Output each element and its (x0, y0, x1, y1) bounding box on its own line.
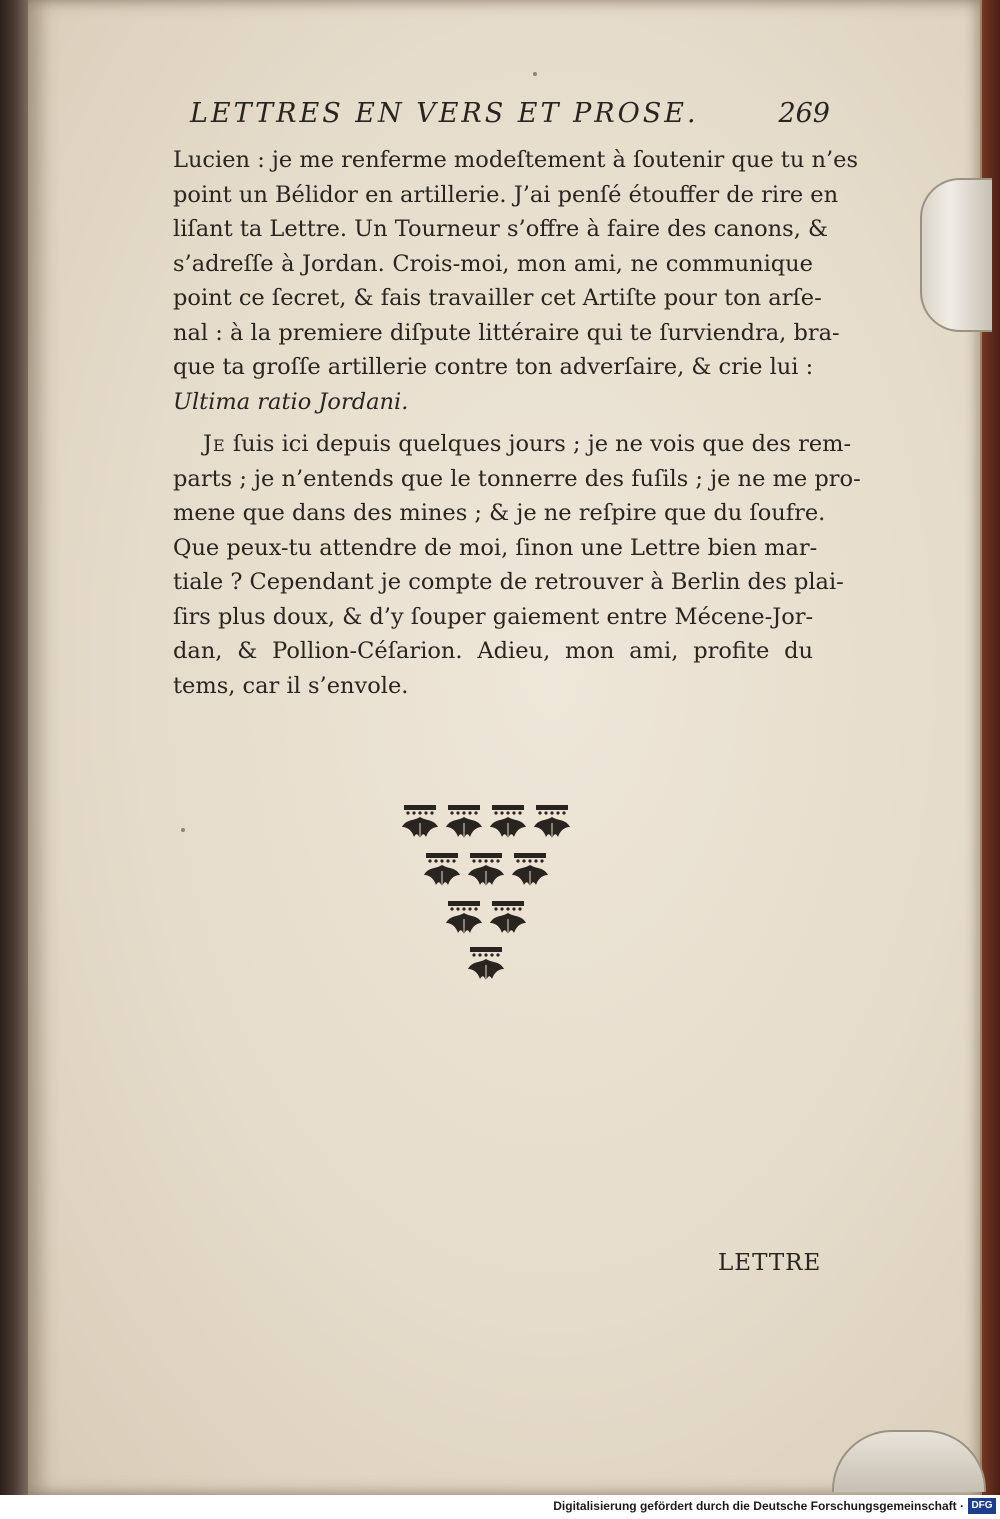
text-line: dan, & Pollion-Céſarion. Adieu, mon ami, profite du (173, 638, 813, 664)
initial-capital: Je (203, 431, 226, 457)
funding-credit: Digitalisierung gefördert durch die Deutsche Forschungsgemeinschaft · (553, 1499, 964, 1513)
text-line: tiale ? Cependant je compte de retrouver à Berlin des plai- (173, 569, 844, 595)
paper-speck (181, 828, 185, 832)
text-line: nal : à la premiere diſpute littéraire qui te ſurviendra, bra- (173, 319, 840, 346)
paragraph-2 (173, 427, 861, 703)
running-head (190, 98, 830, 129)
text-line: s’adreſſe à Jordan. Crois-moi, mon ami, ne communique (173, 250, 813, 277)
text-block (173, 143, 861, 703)
text-line-last: tems, car il s’envole. (173, 672, 409, 699)
text-line: parts ; je n’entends que le tonnerre des fuſils ; je ne me pro- (173, 465, 861, 492)
page-number: 269 (778, 98, 830, 129)
paper-clip-top-icon (920, 178, 992, 332)
text-fragment: ſuis ici depuis quelques jours ; je ne vois que des rem- (225, 431, 852, 457)
footer-bar (0, 1495, 1000, 1519)
latin-quote-line: Ultima ratio Jordani. (173, 388, 409, 415)
text-line: point ce ſecret, & fais travailler cet Artiſte pour ton arſe- (173, 285, 822, 311)
text-line: ſirs plus doux, & d’y ſouper gaiement entre Mécene-Jor- (173, 603, 814, 630)
text-line-first (173, 427, 852, 462)
text-line: liſant ta Lettre. Un Tourneur s’offre à faire des canons, & (173, 216, 829, 242)
catchword: LETTRE (718, 1250, 822, 1276)
paper-speck (533, 72, 537, 76)
running-head-title: LETTRES EN VERS ET PROSE. (190, 98, 699, 129)
text-line: mene que dans des mines ; & je ne reſpire que du ſoufre. (173, 500, 826, 526)
text-line: Lucien : je me renferme modeſtement à ſoutenir que tu n’es (173, 147, 858, 173)
dfg-logo: DFG (968, 1498, 996, 1514)
paragraph-1 (173, 143, 858, 419)
text-line: point un Bélidor en artillerie. J’ai penſé étouffer de rire en (173, 181, 839, 208)
printers-ornament-icon (392, 795, 592, 995)
text-line: que ta groſſe artillerie contre ton adverſaire, & crie lui : (173, 354, 814, 380)
text-line: Que peux-tu attendre de moi, ſinon une Lettre bien mar- (173, 534, 818, 561)
